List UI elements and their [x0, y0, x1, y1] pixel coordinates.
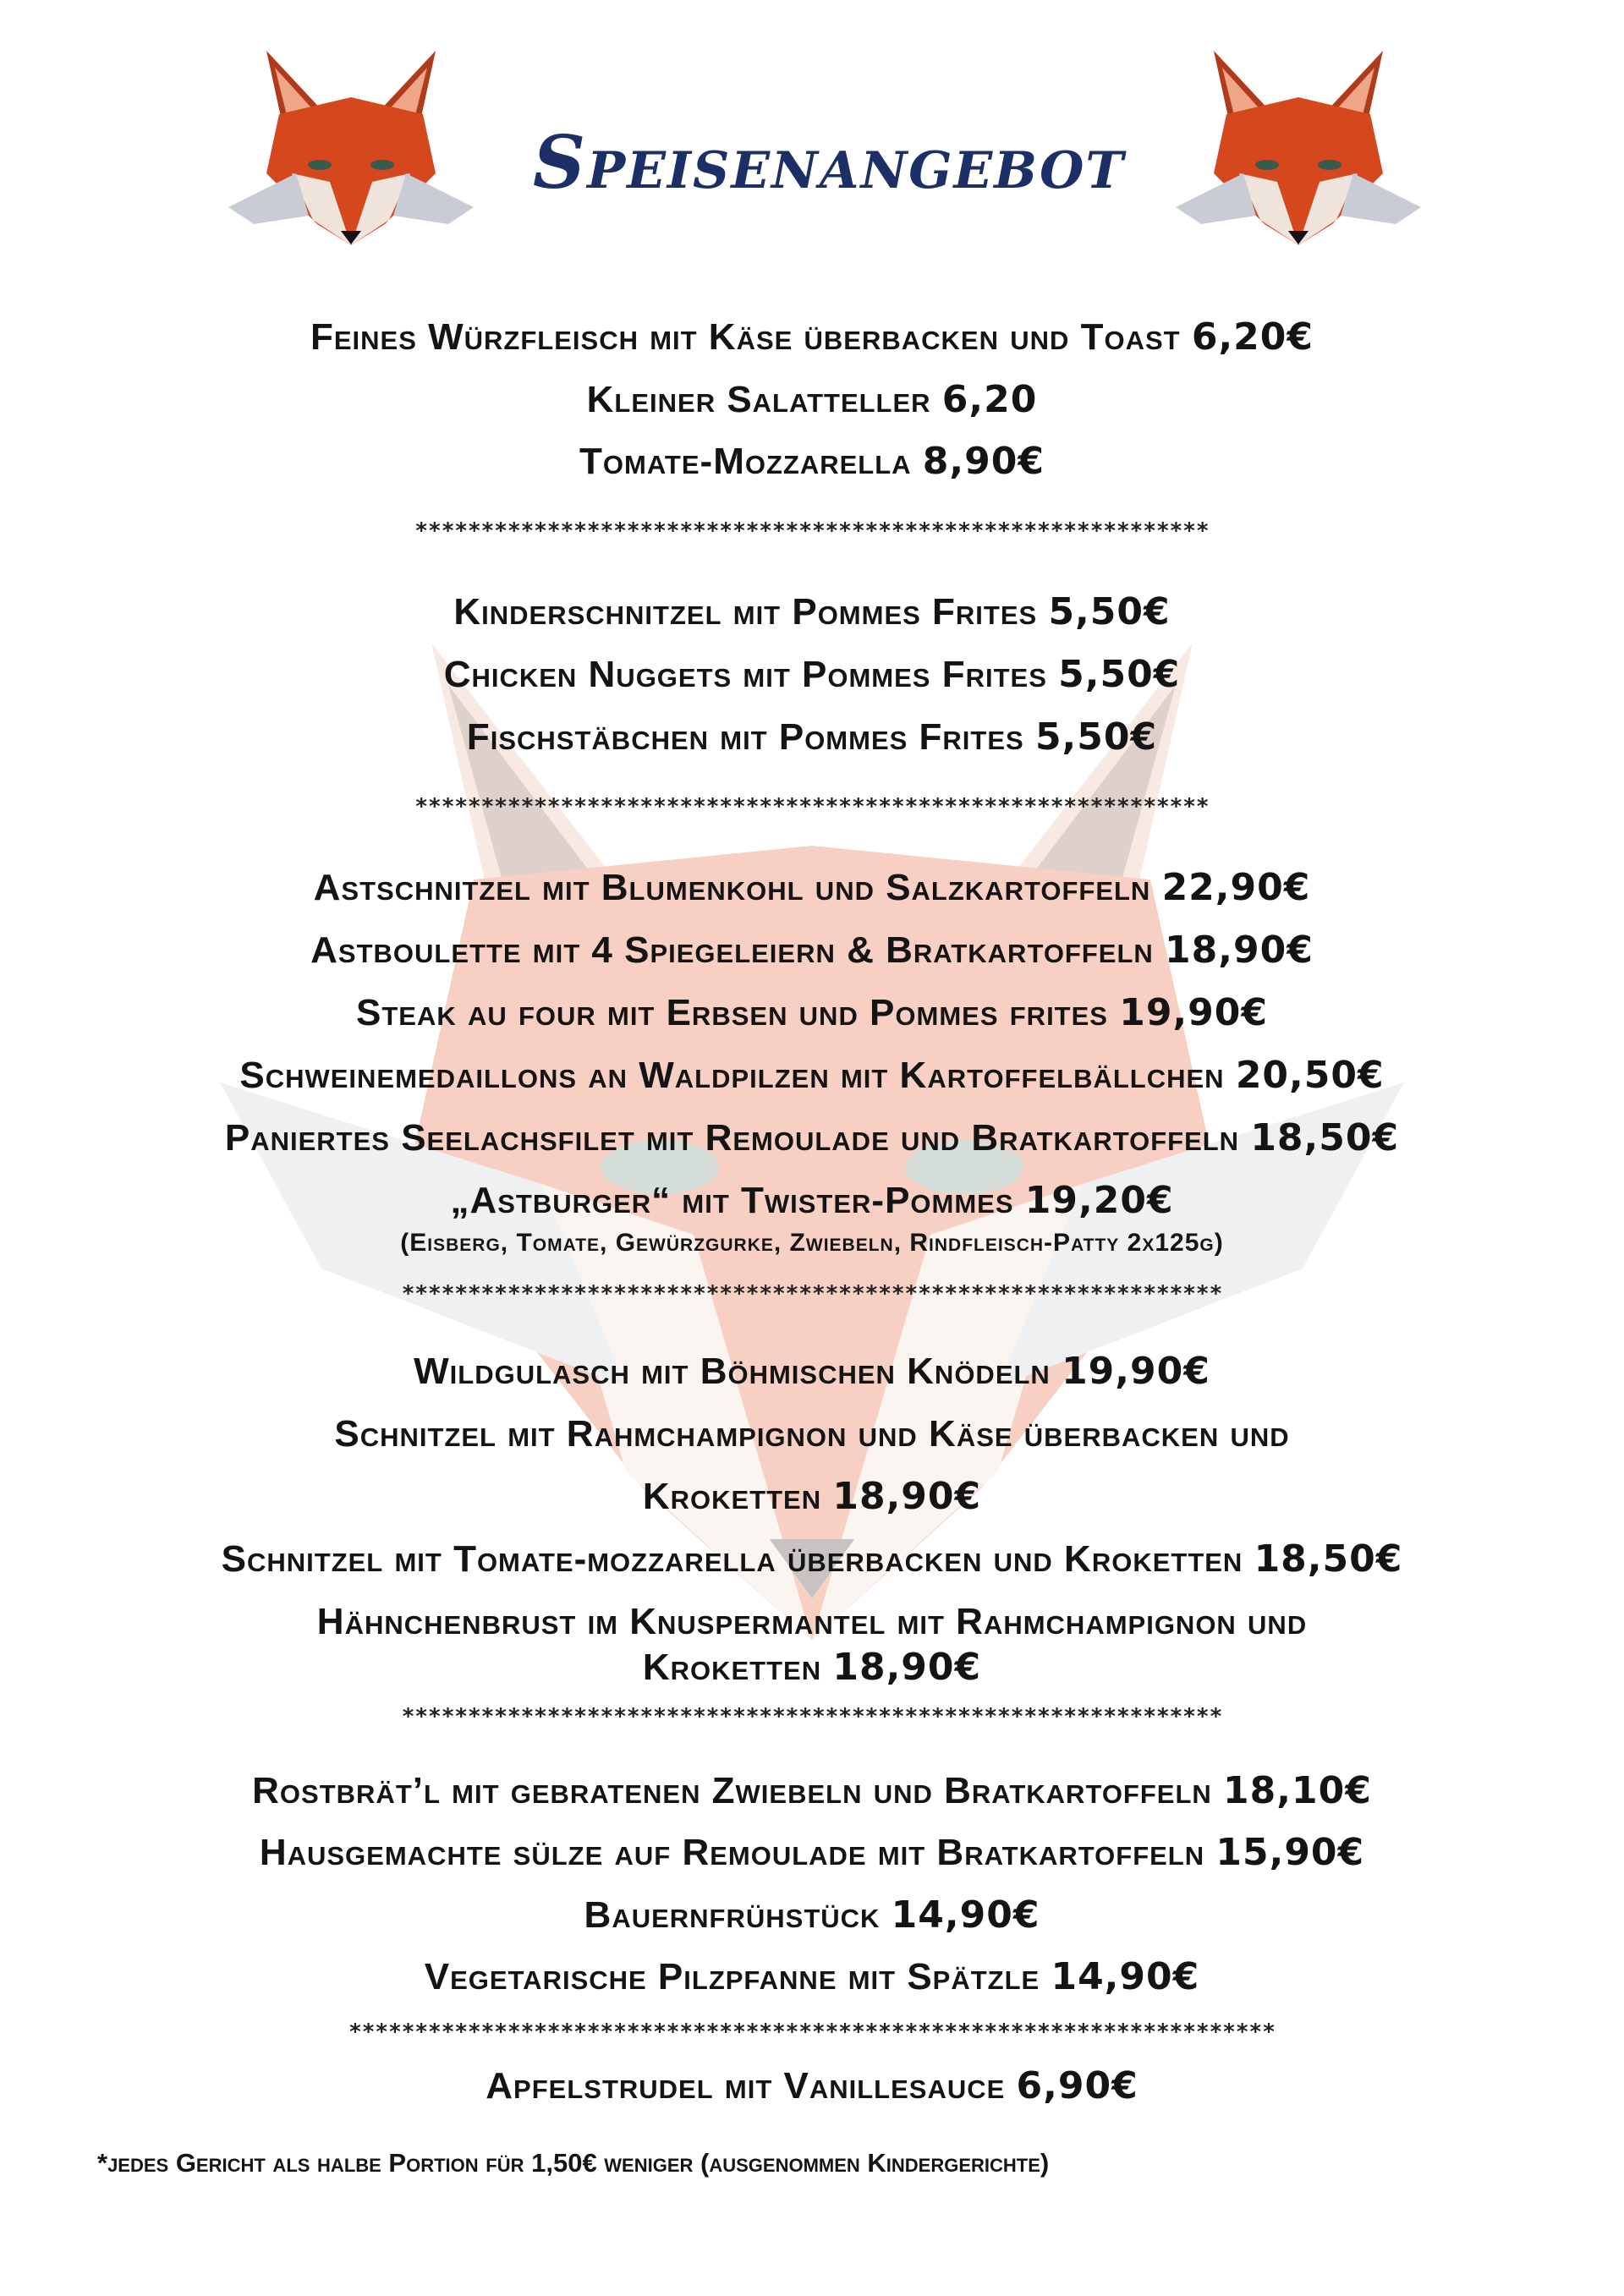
- menu-item: [0, 1893, 1624, 1937]
- menu-item-name: Kroketten: [642, 1647, 822, 1688]
- menu-item-price: 18,90€: [1165, 929, 1314, 972]
- section-separator: ************************************************************: [414, 520, 1210, 542]
- menu-item: [0, 1179, 1624, 1222]
- menu-item-name: Schnitzel mit Rahmchampignon und Käse überbacken und: [334, 1413, 1290, 1455]
- menu-item-name: Bauernfrühstück: [584, 1894, 881, 1936]
- menu-item: [0, 866, 1624, 909]
- menu-item: [0, 2064, 1624, 2107]
- page-title: Speisenangebot: [532, 120, 1126, 205]
- menu-item-price: 19,90€: [1062, 1350, 1210, 1393]
- menu-item-name: Schweinemedaillons an Waldpilzen mit Kartoffelbällchen: [239, 1055, 1225, 1096]
- menu-item-name: Kleiner Salatteller: [586, 379, 931, 420]
- section-separator: **********************************************************************: [348, 2021, 1276, 2043]
- menu-item-name: Apfelstrudel mit Vanillesauce: [486, 2065, 1006, 2107]
- menu-item: [0, 1603, 1624, 1641]
- menu-item: [0, 590, 1624, 633]
- section-separator: **************************************************************: [401, 1283, 1223, 1305]
- menu-item-name: Astboulette mit 4 Spiegeleiern & Bratkartoffeln: [310, 929, 1154, 971]
- menu-item: [0, 1831, 1624, 1874]
- menu-item-name: Wildgulasch mit Böhmischen Knödeln: [414, 1351, 1051, 1392]
- menu-item-name: Schnitzel mit Tomate-mozzarella überbacken und Kroketten: [221, 1538, 1243, 1580]
- menu-item-price: 18,50€: [1254, 1537, 1403, 1581]
- menu-item-name: Vegetarische Pilzpfanne mit Spätzle: [424, 1956, 1040, 1997]
- menu-item-name: Kinderschnitzel mit Pommes Frites: [453, 591, 1038, 633]
- menu-item-price: 19,20€: [1024, 1179, 1174, 1222]
- menu-item: [0, 1646, 1624, 1689]
- menu-item-price: 14,90€: [891, 1893, 1040, 1937]
- menu-item-price: 14,90€: [1051, 1955, 1200, 1998]
- fox-head-right-icon: [1176, 47, 1421, 249]
- menu-item-name: Paniertes Seelachsfilet mit Remoulade und Bratkartoffeln: [224, 1117, 1240, 1159]
- menu-item: [0, 1955, 1624, 1998]
- menu-item-price: 18,10€: [1223, 1769, 1372, 1812]
- section-separator: **************************************************************: [401, 1706, 1223, 1728]
- menu-item-price: 6,20: [941, 378, 1038, 421]
- menu-item: [0, 715, 1624, 759]
- section-separator: ************************************************************: [414, 796, 1210, 818]
- menu-item: [0, 440, 1624, 483]
- menu-item: [0, 1769, 1624, 1812]
- menu-item-name: Chicken Nuggets mit Pommes Frites: [443, 654, 1047, 695]
- menu-item-name: Tomate-Mozzarella: [579, 441, 912, 482]
- footnote: *jedes Gericht als halbe Portion für 1,50€ weniger (ausgenommen Kindergerichte): [97, 2148, 1050, 2178]
- menu-item: [0, 1350, 1624, 1393]
- menu-item-price: 5,50€: [1034, 715, 1158, 759]
- menu-item-price: 22,90€: [1161, 866, 1311, 909]
- menu-item-price: 15,90€: [1215, 1831, 1365, 1874]
- burger-ingredients-note: (Eisberg, Tomate, Gewürzgurke, Zwiebeln, Rindfleisch-Patty 2x125g): [400, 1229, 1224, 1257]
- menu-item: [0, 929, 1624, 972]
- menu-item-name: Astschnitzel mit Blumenkohl und Salzkartoffeln: [313, 867, 1151, 908]
- menu-item-price: 6,90€: [1016, 2064, 1138, 2107]
- menu-item: [0, 1054, 1624, 1097]
- menu-item-name: „Astburger“ mit Twister-Pommes: [450, 1180, 1014, 1221]
- menu-item: [0, 1413, 1624, 1455]
- menu-item-price: 19,90€: [1119, 991, 1269, 1034]
- menu-item-name: Kroketten: [642, 1476, 822, 1517]
- menu-item: [0, 1475, 1624, 1518]
- menu-item-price: 18,90€: [832, 1475, 982, 1518]
- menu-item-price: 8,90€: [922, 440, 1045, 483]
- menu-item: [0, 315, 1624, 359]
- menu-item-name: Hausgemachte sülze auf Remoulade mit Bratkartoffeln: [259, 1832, 1205, 1873]
- menu-item-name: Steak au four mit Erbsen und Pommes frites: [355, 992, 1108, 1033]
- menu-item-name: Feines Würzfleisch mit Käse überbacken und Toast: [310, 316, 1181, 358]
- menu-item-price: 6,20€: [1191, 315, 1314, 359]
- menu-item: [0, 1537, 1624, 1581]
- menu-item-price: 5,50€: [1058, 653, 1181, 696]
- menu-item: [0, 991, 1624, 1034]
- menu-item: [0, 378, 1624, 421]
- menu-item-name: Rostbrät’l mit gebratenen Zwiebeln und Bratkartoffeln: [252, 1770, 1212, 1811]
- menu-item-name: Hähnchenbrust im Knuspermantel mit Rahmchampignon und: [316, 1601, 1308, 1642]
- menu-item-name: Fischstäbchen mit Pommes Frites: [466, 716, 1024, 758]
- menu-item: [0, 653, 1624, 696]
- menu-item-price: 18,50€: [1250, 1116, 1400, 1159]
- menu-item-price: 20,50€: [1235, 1054, 1385, 1097]
- fox-head-left-icon: [228, 47, 474, 249]
- menu-item-price: 5,50€: [1048, 590, 1171, 633]
- menu-item: [0, 1116, 1624, 1159]
- menu-item-price: 18,90€: [832, 1646, 982, 1689]
